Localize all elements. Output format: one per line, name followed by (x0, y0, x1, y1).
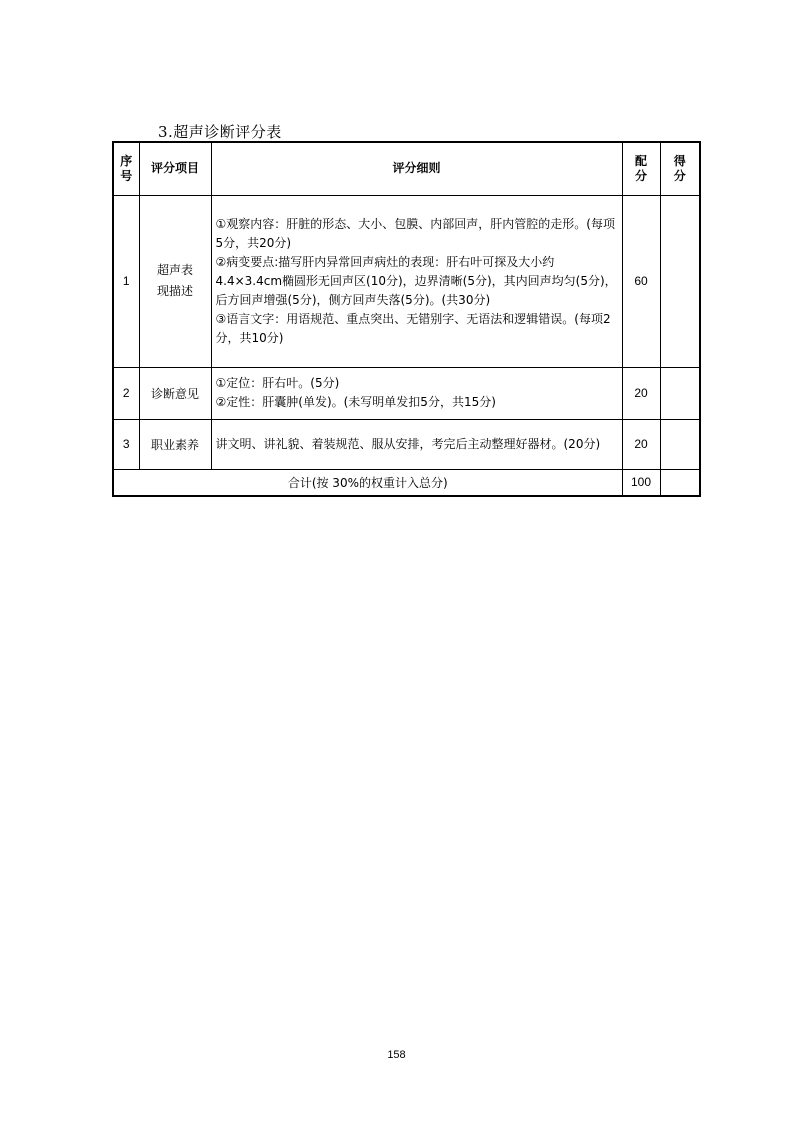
header-seq: 序号 (113, 142, 139, 195)
row-allot: 60 (622, 195, 660, 367)
rule-line: ①定位：肝右叶。(5分) (215, 376, 340, 390)
rule-line: ③语言文字：用语规范、重点突出、无错别字、无语法和逻辑错误。(每项2分，共10分) (215, 311, 611, 345)
row-seq: 2 (113, 367, 139, 419)
row-item: 超声表现描述 (139, 195, 211, 367)
rule-line: ②病变要点:描写肝内异常回声病灶的表现：肝右叶可探及大小约 4.4×3.4cm椭圆形无回声区(10分)，边界清晰(5分)，其内回声均匀(5分)，后方回声增强(5分)，侧方回声失落(5分)。(共30分) (215, 254, 617, 307)
header-allot: 配分 (622, 142, 660, 195)
table-total-row (113, 469, 700, 496)
table-row (113, 195, 700, 367)
page-number: 158 (387, 1049, 406, 1061)
row-allot: 20 (622, 419, 660, 469)
row-score-cell[interactable] (660, 195, 700, 367)
scoring-table (112, 141, 701, 497)
header-score: 得分 (660, 142, 700, 195)
row-rules (211, 195, 622, 367)
rule-line: 讲文明、讲礼貌、着装规范、服从安排，考完后主动整理好器材。(20分) (215, 436, 601, 451)
row-rules (211, 419, 622, 469)
table-row (113, 419, 700, 469)
row-item: 诊断意见 (139, 367, 211, 419)
header-item: 评分项目 (139, 142, 211, 195)
rule-line: ①观察内容：肝脏的形态、大小、包膜、内部回声，肝内管腔的走形。(每项5分，共20分) (215, 216, 615, 250)
total-allot: 100 (622, 469, 660, 496)
row-allot: 20 (622, 367, 660, 419)
table-header-row (113, 142, 700, 195)
table-row (113, 367, 700, 419)
row-rules (211, 367, 622, 419)
row-seq: 3 (113, 419, 139, 469)
rule-line: ②定性：肝囊肿(单发)。(未写明单发扣5分，共15分) (215, 395, 496, 409)
row-score-cell[interactable] (660, 419, 700, 469)
section-title: 3.超声诊断评分表 (158, 123, 282, 141)
total-label: 合计(按 30%的权重计入总分) (113, 469, 622, 496)
header-rules: 评分细则 (211, 142, 622, 195)
row-seq: 1 (113, 195, 139, 367)
row-item: 职业素养 (139, 419, 211, 469)
total-score-cell[interactable] (660, 469, 700, 496)
row-score-cell[interactable] (660, 367, 700, 419)
